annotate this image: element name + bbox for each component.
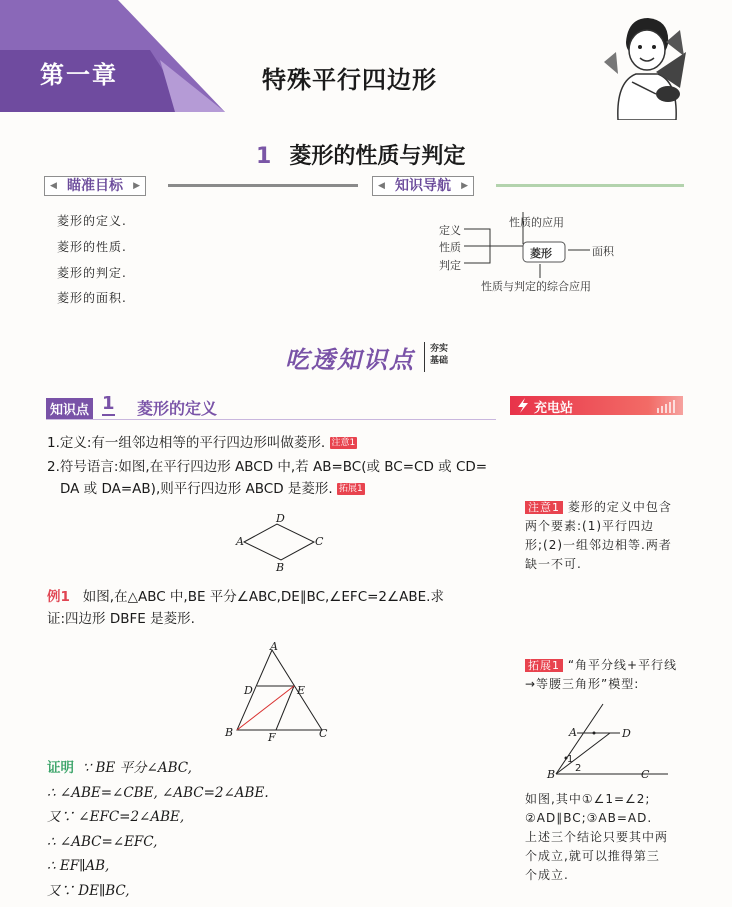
section-tag: 知识点 [46,398,93,419]
sidebar-note-line: 菱形的定义中包含 [567,500,672,514]
tab-goals[interactable] [44,176,146,196]
lightning-icon [516,398,530,413]
section-rule [46,419,496,420]
sidebar-conclusion-line: ②AD∥BC;③AB=AD. [525,811,653,825]
rhombus-vertex-b: B [276,561,285,574]
rhombus-vertex-c: C [315,535,324,548]
proof [47,756,269,903]
map-node-property-application: 性质的应用 [509,216,564,229]
sidebar-conclusion-line: 如图,其中①∠1=∠2; [525,792,651,806]
example-1 [47,586,499,630]
sidebar-note-line: 缺一不可. [525,557,582,571]
goal-item: 菱形的性质. [57,240,127,254]
sidebar-ext-line: “角平分线+平行线 [567,658,678,672]
definition-2-line-2-wrap [47,478,497,500]
tab-goals-label: 瞄准目标 [67,178,123,194]
definition-2-line-1: 2.符号语言:如图,在平行四边形 ABCD 中,若 AB=BC(或 BC=CD 或 CD= [47,459,488,475]
mascot-illustration [596,12,694,120]
sidebar-conclusion-line: 个成立,就可以推得第三 [525,849,660,863]
map-node-combined-application: 性质与判定的综合应用 [481,280,591,293]
sidebar-conclusion-line: 上述三个结论只要其中两 [525,830,669,844]
chapter-label: 第一章 [40,61,118,89]
nav-tabbar [372,176,684,196]
sidebar-conclusion [525,790,695,885]
banner-subtitle [430,343,448,367]
signal-bars-icon [657,399,679,413]
triangle-vertex-e: E [297,684,306,697]
map-node-definition: 定义 [439,224,461,237]
sidebar-conclusion-line: 个成立. [525,868,569,882]
triangle-vertex-c: C [319,727,328,740]
sidebar-ext-line: →等腰三角形”模型: [525,677,640,691]
proof-line: ∴ ∠ABE=∠CBE, ∠ABC=2∠ABE. [47,784,269,801]
triangle-vertex-b: B [225,726,234,739]
tab-divider [496,184,684,187]
angle-vertex-c: C [641,768,650,781]
proof-line: 又∵ ∠EFC=2∠ABE, [47,809,185,825]
map-node-criterion: 判定 [439,259,461,272]
goals-tabbar [44,176,364,196]
sidebar-extension [525,656,685,694]
definition-2 [47,456,497,500]
sidebar-title: 充电站 [534,401,574,416]
note-tag: 注意1 [525,501,563,514]
angle-bisector-figure [548,700,678,780]
proof-line: 又∵ DE∥BC, [47,882,130,899]
map-node-area: 面积 [592,245,614,258]
sidebar-header [510,396,683,415]
banner-title: 吃透知识点 [285,346,415,374]
tab-divider [168,184,358,187]
sidebar-note-line: 形;(2)一组邻边相等.两者 [525,538,672,552]
banner-subtitle-top: 夯实 [430,344,449,354]
example-line-1: 如图,在△ABC 中,BE 平分∠ABC,DE∥BC,∠EFC=2∠ABE.求 [82,589,444,605]
section-number: 1 [102,393,115,414]
example-line-2: 证:四边形 DBFE 是菱形. [47,611,195,627]
extension-tag: 拓展1 [525,659,563,672]
lesson-number: 1 [256,144,272,169]
angle-label-2: 2 [575,763,582,774]
triangle-vertex-f: F [268,731,276,744]
extension-tag: 拓展1 [339,484,363,494]
angle-label-1: 1 [567,754,574,765]
goal-item: 菱形的定义. [57,214,127,228]
definition-1-text: 1.定义:有一组邻边相等的平行四边形叫做菱形. [47,435,326,451]
section-title: 菱形的定义 [137,399,218,418]
tab-knowledge-nav-label: 知识导航 [395,178,451,194]
proof-line: ∴ ∠ABC=∠EFC, [47,833,158,850]
sidebar-note-line: 两个要素:(1)平行四边 [525,519,655,533]
right-arrow-icon: ▶ [461,181,468,191]
banner-subtitle-bottom: 基础 [430,356,449,366]
left-arrow-icon: ◀ [378,181,385,191]
right-arrow-icon: ▶ [133,181,140,191]
definition-1 [47,432,357,454]
angle-vertex-b: B [547,768,556,781]
chapter-title: 特殊平行四边形 [262,66,437,94]
lesson-title [256,139,465,170]
triangle-vertex-d: D [244,684,253,697]
map-node-property: 性质 [439,241,461,254]
proof-label: 证明 [47,760,74,776]
map-node-rhombus: 菱形 [530,247,552,260]
proof-line: ∵ BE 平分∠ABC, [82,760,192,776]
rhombus-vertex-d: D [276,512,285,525]
goal-item: 菱形的判定. [57,266,127,280]
example-label: 例1 [47,589,70,605]
note-tag: 注意1 [331,438,356,448]
left-arrow-icon: ◀ [50,181,57,191]
goal-item: 菱形的面积. [57,291,127,305]
triangle-vertex-a: A [270,640,278,653]
proof-line: ∴ EF∥AB, [47,858,110,874]
tab-knowledge-nav[interactable] [372,176,474,196]
rhombus-vertex-a: A [236,535,244,548]
lesson-title-text: 菱形的性质与判定 [289,144,466,169]
definition-2-line-2: DA 或 DA=AB),则平行四边形 ABCD 是菱形. [60,481,333,497]
angle-vertex-d: D [622,727,631,740]
sidebar-note [525,498,685,574]
angle-vertex-a: A [569,726,577,739]
banner-divider [424,342,425,372]
